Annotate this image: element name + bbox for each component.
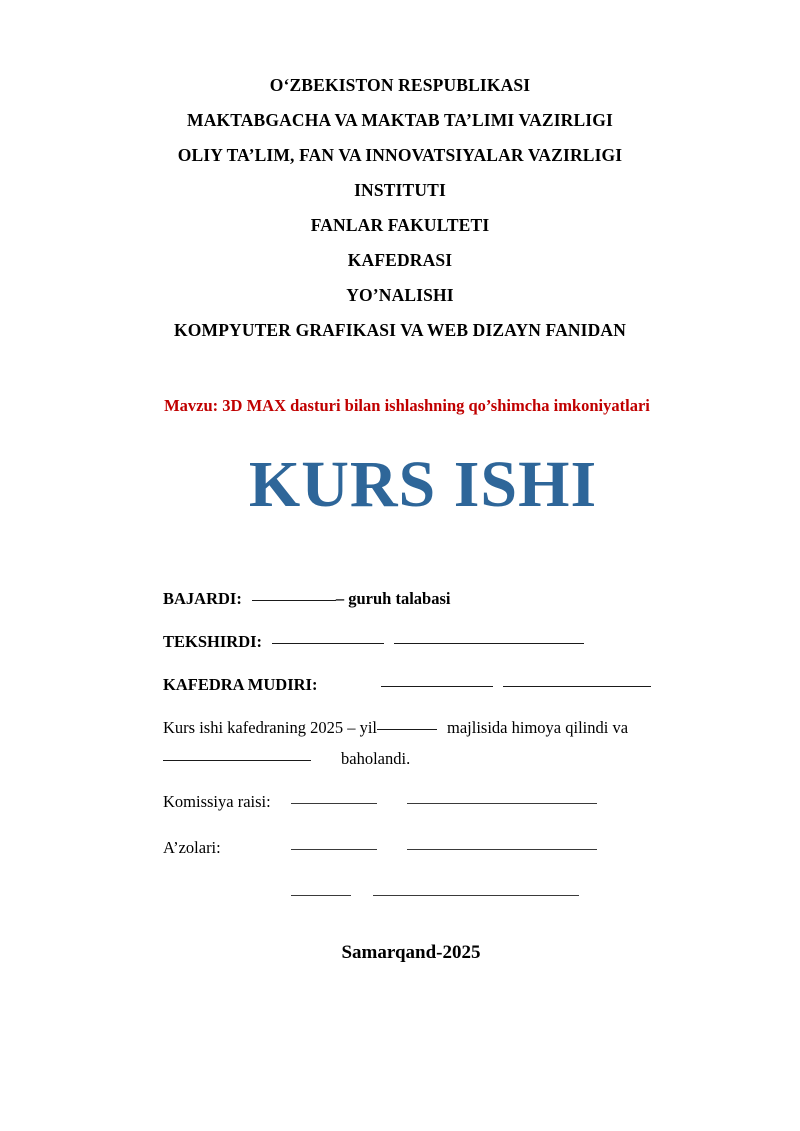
header-line-2: MAKTABGACHA VA MAKTAB TA’LIMI VAZIRLIGI xyxy=(187,110,613,130)
defense-paragraph-line-1 xyxy=(163,719,763,736)
reviewer-blank-1[interactable] xyxy=(272,643,384,644)
header-line-3: OLIY TA’LIM, FAN VA INNOVATSIYALAR VAZIRLIGI xyxy=(177,145,623,165)
signature-form-block xyxy=(163,590,763,902)
reviewer-row xyxy=(163,633,763,650)
header-line-4: INSTITUTI xyxy=(354,180,446,200)
topic-text: Mavzu: 3D MAX dasturi bilan ishlashning qo’shimcha imkoniyatlari xyxy=(164,396,650,415)
reviewer-blank-2[interactable] xyxy=(394,643,584,644)
committee-chair-name-blank[interactable] xyxy=(407,803,597,804)
header-line-5: FANLAR FAKULTETI xyxy=(310,215,490,235)
committee-member-signature-blank-2[interactable] xyxy=(291,895,351,896)
department-head-blank-2[interactable] xyxy=(503,686,651,687)
performer-suffix: – guruh talabasi xyxy=(335,589,451,608)
committee-member-signature-blank-1[interactable] xyxy=(291,849,377,850)
committee-extra-member-row xyxy=(291,885,763,902)
header-line-7: YO’NALISHI xyxy=(346,285,454,305)
header-line-6: KAFEDRASI xyxy=(347,250,453,270)
defense-paragraph-line-2 xyxy=(163,750,763,767)
committee-chair-signature-blank[interactable] xyxy=(291,803,377,804)
defense-text-part-2: majlisida himoya qilindi va xyxy=(447,718,629,737)
header-line-8: KOMPYUTER GRAFIKASI VA WEB DIZAYN FANIDAN xyxy=(174,320,626,340)
committee-member-name-blank-2[interactable] xyxy=(373,895,579,896)
defense-session-blank[interactable] xyxy=(377,729,437,730)
department-head-label: KAFEDRA MUDIRI: xyxy=(163,675,318,694)
city-year-text: Samarqand-2025 xyxy=(341,942,481,963)
topic-row xyxy=(0,396,800,416)
committee-member-name-blank-1[interactable] xyxy=(407,849,597,850)
page-title: KURS ISHI xyxy=(248,448,598,521)
committee-members-label: A’zolari: xyxy=(163,838,221,857)
defense-grade-blank[interactable] xyxy=(163,760,311,761)
department-head-row xyxy=(163,676,763,693)
reviewer-label: TEKSHIRDI: xyxy=(163,632,263,651)
performer-label: BAJARDI: xyxy=(163,589,242,608)
defense-text-part-3: baholandi. xyxy=(341,749,411,768)
institution-header xyxy=(0,0,800,348)
committee-chair-row xyxy=(163,793,763,810)
committee-chair-label: Komissiya raisi: xyxy=(163,792,271,811)
committee-members-row xyxy=(163,839,763,856)
header-line-1: OʻZBEKISTON RESPUBLIKASI xyxy=(269,75,531,95)
department-head-blank-1[interactable] xyxy=(381,686,493,687)
title-row xyxy=(0,448,800,521)
performer-group-blank[interactable] xyxy=(252,600,336,601)
defense-text-part-1: Kurs ishi kafedraning 2025 – yil xyxy=(163,718,378,737)
performer-row xyxy=(163,590,763,607)
footer-row xyxy=(0,942,800,964)
